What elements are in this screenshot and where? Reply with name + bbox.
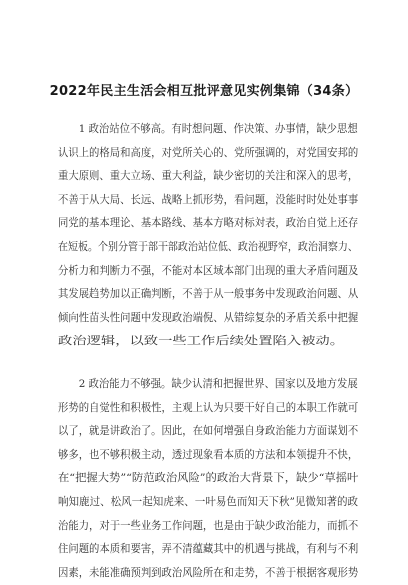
paragraph-1 [58,118,358,354]
paragraph-2 [58,373,358,585]
paragraph-line: 政治逻辑，以致一些工作后续处置陷入被动。 [58,335,345,348]
paragraph-line: 以了，就是讲政治了。因此，在如何增强自身政治能力方面谋划不 [58,425,358,438]
paragraph-line: 治能力，对于一些业务工作问题，也是由于缺少政治能力，而抓不 [58,519,358,532]
paragraph-line: 同党的基本理论、基本路线、基本方略对标対表，政治自觉上还存 [58,217,358,230]
paragraph-line: 形势的自觉性和积极性，主观上认为只要干好自己的本职工作就可 [58,401,358,414]
paragraph-line: 够多，也不够积极主动，透过现象看本质的方法和本领提升不快， [58,448,358,461]
paragraph-line: 住问题的本质和要害，弄不清蕴藏其中的机遇与挑战，有利与不利 [58,543,358,556]
paragraph-line: 不善于从大局、长远、战略上抓形势，看问题，没能时时处处事事 [58,193,358,206]
paragraph-line: 其发展趋势加以正确判断，不善于从一般事务中发现政治问题、从 [58,288,358,301]
paragraph-line: 在短板。个别分管于部干部政治站位低、政治视野窄，政治洞察力、 [58,240,358,253]
paragraph-line: 认识上的格局和高度，对党所关心的、党所强调的，对党国安邦的 [58,146,358,159]
paragraph-line: 响知鹿过、松风一起知虎来、一叶易色而知天下秋”见微知著的政 [58,495,358,508]
paragraph-line: 重大原则、重大立场、重大利益，缺少密切的关注和深入的思考， [58,170,358,183]
paragraph-line: 2 政治能力不够强。缺少认清和把握世界、国家以及地方发展 [58,378,358,390]
document-title: 2022年民主生活会相互批评意见实例集锦（34条） [49,84,359,99]
paragraph-line: 倾向性苗头性问题中发现政治端倪、从错综复杂的矛盾关系中把握 [58,311,358,324]
paragraph-line: 分析力和判断力不强，不能对本区域本部门出现的重大矛盾问题及 [58,264,358,277]
paragraph-line: 1 政治站位不够高。有时想问题、作决策、办事情，缺少思想 [58,123,358,135]
paragraph-line: 因素，未能准确预判到政治风险所在和走势，不善于根据客观形势 [58,566,358,579]
paragraph-line: 在“把握大势”“防范政治风险”的政治大背景下，缺少“草摇叶 [58,472,358,485]
